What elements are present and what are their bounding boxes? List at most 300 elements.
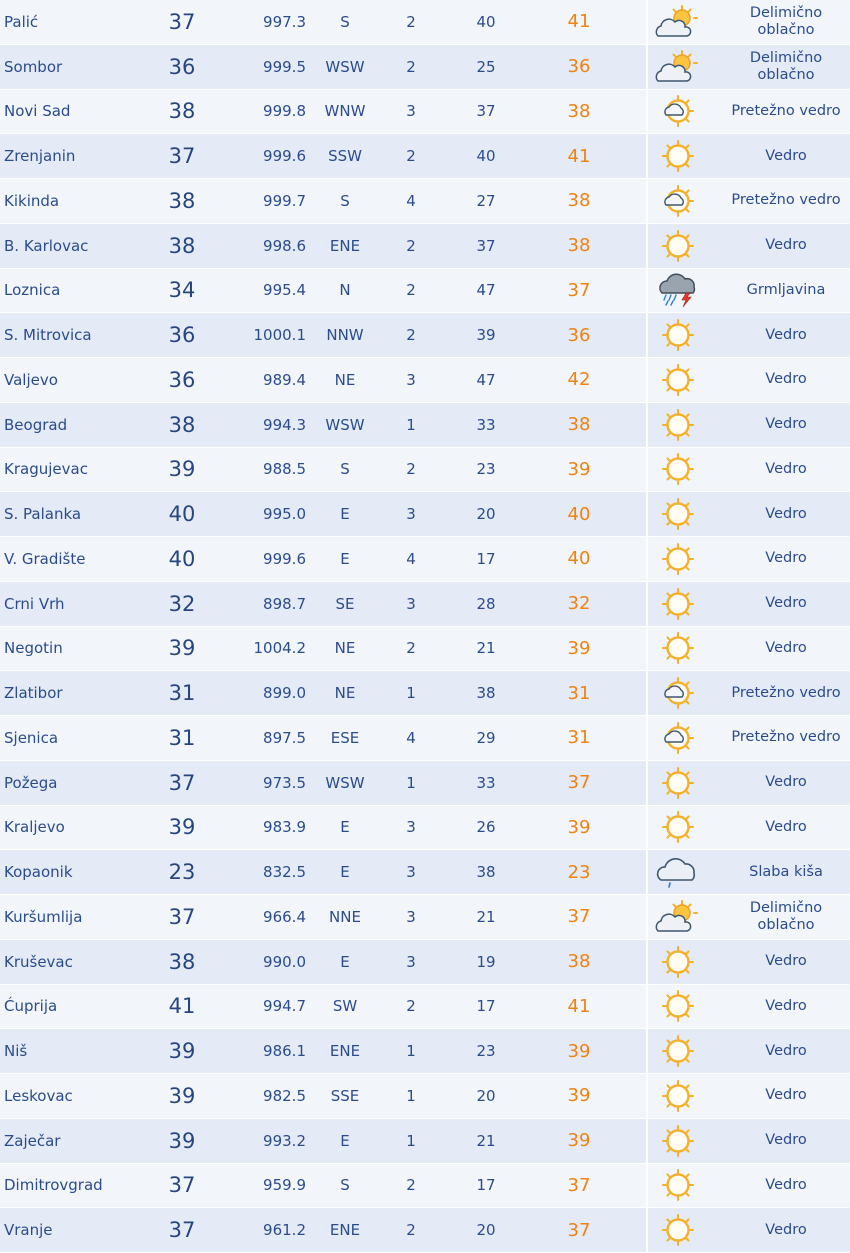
sun-icon <box>646 1208 710 1252</box>
feels-like-cell: 40 <box>567 503 591 525</box>
sun-icon <box>646 448 710 492</box>
feels-like-cell: 40 <box>567 548 591 570</box>
description-text: Vedro <box>765 1087 807 1104</box>
city-cell: Negotin <box>4 639 63 658</box>
sun-icon <box>646 1164 710 1208</box>
sun-icon <box>646 1119 710 1163</box>
city-cell: Novi Sad <box>4 102 71 121</box>
description-cell <box>722 1074 850 1118</box>
description-cell <box>722 179 850 223</box>
description-text: Slaba kiša <box>749 863 823 880</box>
wind-speed-cell: 2 <box>406 639 416 658</box>
pressure-cell: 832.5 <box>263 863 306 882</box>
humidity-cell: 47 <box>476 281 496 300</box>
humidity-cell: 39 <box>476 326 496 345</box>
feels-like-cell: 41 <box>567 995 591 1017</box>
temperature-cell: 37 <box>168 1173 196 1198</box>
description-cell <box>722 0 850 44</box>
wind-direction-cell: NNE <box>329 907 361 926</box>
temperature-cell: 36 <box>168 54 196 79</box>
wind-speed-cell: 3 <box>406 952 416 971</box>
table-row <box>0 1029 850 1074</box>
feels-like-cell: 37 <box>567 1174 591 1196</box>
humidity-cell: 17 <box>476 997 496 1016</box>
description-text: Vedro <box>765 416 807 433</box>
wind-direction-cell: NE <box>334 684 356 703</box>
description-cell <box>722 269 850 313</box>
wind-direction-cell: E <box>340 1131 350 1150</box>
feels-like-cell: 41 <box>567 145 591 167</box>
sun-icon <box>646 761 710 805</box>
city-cell: Sombor <box>4 57 63 76</box>
wind-speed-cell: 1 <box>406 1086 416 1105</box>
table-row <box>0 492 850 537</box>
table-row <box>0 985 850 1030</box>
pressure-cell: 999.8 <box>263 102 306 121</box>
temperature-cell: 23 <box>168 860 196 885</box>
temperature-cell: 39 <box>168 1039 196 1064</box>
wind-speed-cell: 3 <box>406 370 416 389</box>
humidity-cell: 47 <box>476 370 496 389</box>
temperature-cell: 41 <box>168 994 196 1019</box>
city-cell: Kruševac <box>4 952 73 971</box>
temperature-cell: 38 <box>168 99 196 124</box>
description-cell <box>722 492 850 536</box>
table-row <box>0 537 850 582</box>
feels-like-cell: 37 <box>567 1219 591 1241</box>
temperature-cell: 38 <box>168 188 196 213</box>
city-cell: S. Mitrovica <box>4 326 92 345</box>
feels-like-cell: 39 <box>567 1040 591 1062</box>
table-row <box>0 90 850 135</box>
pressure-cell: 1004.2 <box>253 639 306 658</box>
wind-direction-cell: S <box>340 191 350 210</box>
pressure-cell: 999.6 <box>263 549 306 568</box>
temperature-cell: 39 <box>168 815 196 840</box>
table-row <box>0 313 850 358</box>
wind-speed-cell: 2 <box>406 147 416 166</box>
sun-icon <box>646 358 710 402</box>
wind-direction-cell: S <box>340 460 350 479</box>
description-cell <box>722 985 850 1029</box>
description-cell <box>722 403 850 447</box>
wind-direction-cell: WSW <box>325 415 365 434</box>
humidity-cell: 20 <box>476 505 496 524</box>
wind-direction-cell: SE <box>335 594 355 613</box>
table-row <box>0 1119 850 1164</box>
feels-like-cell: 38 <box>567 951 591 973</box>
description-cell <box>722 895 850 939</box>
pressure-cell: 983.9 <box>263 818 306 837</box>
pressure-cell: 999.6 <box>263 147 306 166</box>
thunderstorm-icon <box>646 269 710 313</box>
city-cell: Zaječar <box>4 1131 61 1150</box>
wind-speed-cell: 3 <box>406 102 416 121</box>
humidity-cell: 37 <box>476 102 496 121</box>
wind-direction-cell: WSW <box>325 773 365 792</box>
description-cell <box>722 448 850 492</box>
table-row <box>0 1164 850 1209</box>
temperature-cell: 40 <box>168 502 196 527</box>
feels-like-cell: 32 <box>567 593 591 615</box>
humidity-cell: 37 <box>476 236 496 255</box>
description-text: Vedro <box>765 460 807 477</box>
temperature-cell: 37 <box>168 9 196 34</box>
city-cell: Kikinda <box>4 191 60 210</box>
humidity-cell: 23 <box>476 1042 496 1061</box>
partly-cloudy-icon <box>646 895 710 939</box>
description-text: Vedro <box>765 774 807 791</box>
wind-speed-cell: 3 <box>406 505 416 524</box>
pressure-cell: 998.6 <box>263 236 306 255</box>
partly-cloudy-icon <box>646 45 710 89</box>
humidity-cell: 27 <box>476 191 496 210</box>
description-text: Vedro <box>765 237 807 254</box>
wind-direction-cell: NE <box>334 639 356 658</box>
description-text: Delimično oblačno <box>749 49 823 83</box>
wind-direction-cell: SSW <box>328 147 362 166</box>
feels-like-cell: 36 <box>567 56 591 78</box>
wind-speed-cell: 3 <box>406 863 416 882</box>
wind-speed-cell: 1 <box>406 684 416 703</box>
table-row <box>0 45 850 90</box>
humidity-cell: 21 <box>476 639 496 658</box>
description-text: Vedro <box>765 550 807 567</box>
humidity-cell: 38 <box>476 863 496 882</box>
temperature-cell: 39 <box>168 636 196 661</box>
pressure-cell: 994.3 <box>263 415 306 434</box>
table-row <box>0 895 850 940</box>
table-row <box>0 403 850 448</box>
temperature-cell: 34 <box>168 278 196 303</box>
wind-speed-cell: 3 <box>406 818 416 837</box>
description-cell <box>722 850 850 894</box>
description-cell <box>722 716 850 760</box>
description-cell <box>722 761 850 805</box>
feels-like-cell: 36 <box>567 324 591 346</box>
temperature-cell: 38 <box>168 949 196 974</box>
pressure-cell: 993.2 <box>263 1131 306 1150</box>
table-row <box>0 0 850 45</box>
table-row <box>0 1074 850 1119</box>
feels-like-cell: 39 <box>567 1130 591 1152</box>
wind-speed-cell: 2 <box>406 236 416 255</box>
pressure-cell: 986.1 <box>263 1042 306 1061</box>
humidity-cell: 21 <box>476 1131 496 1150</box>
humidity-cell: 17 <box>476 1176 496 1195</box>
city-cell: Dimitrovgrad <box>4 1176 103 1195</box>
table-row <box>0 940 850 985</box>
description-cell <box>722 1029 850 1073</box>
humidity-cell: 40 <box>476 147 496 166</box>
humidity-cell: 21 <box>476 907 496 926</box>
humidity-cell: 40 <box>476 12 496 31</box>
wind-speed-cell: 2 <box>406 281 416 300</box>
feels-like-cell: 37 <box>567 279 591 301</box>
description-cell <box>722 358 850 402</box>
sun-icon <box>646 582 710 626</box>
city-cell: Loznica <box>4 281 61 300</box>
table-row <box>0 1208 850 1253</box>
feels-like-cell: 42 <box>567 369 591 391</box>
city-cell: Beograd <box>4 415 68 434</box>
sun-icon <box>646 403 710 447</box>
temperature-cell: 37 <box>168 1218 196 1243</box>
description-text: Vedro <box>765 371 807 388</box>
table-row <box>0 627 850 672</box>
wind-direction-cell: S <box>340 12 350 31</box>
city-cell: Leskovac <box>4 1086 73 1105</box>
city-cell: Sjenica <box>4 728 59 747</box>
humidity-cell: 23 <box>476 460 496 479</box>
temperature-cell: 38 <box>168 233 196 258</box>
feels-like-cell: 39 <box>567 458 591 480</box>
humidity-cell: 19 <box>476 952 496 971</box>
feels-like-cell: 31 <box>567 727 591 749</box>
temperature-cell: 39 <box>168 1128 196 1153</box>
description-text: Vedro <box>765 1176 807 1193</box>
wind-speed-cell: 2 <box>406 1221 416 1240</box>
description-cell <box>722 1164 850 1208</box>
pressure-cell: 990.0 <box>263 952 306 971</box>
feels-like-cell: 38 <box>567 100 591 122</box>
wind-direction-cell: NE <box>334 370 356 389</box>
city-cell: Niš <box>4 1042 28 1061</box>
wind-speed-cell: 2 <box>406 12 416 31</box>
pressure-cell: 973.5 <box>263 773 306 792</box>
pressure-cell: 966.4 <box>263 907 306 926</box>
temperature-cell: 37 <box>168 770 196 795</box>
wind-direction-cell: E <box>340 505 350 524</box>
sun-icon <box>646 985 710 1029</box>
wind-speed-cell: 1 <box>406 415 416 434</box>
description-text: Vedro <box>765 595 807 612</box>
feels-like-cell: 37 <box>567 772 591 794</box>
feels-like-cell: 38 <box>567 190 591 212</box>
description-text: Vedro <box>765 639 807 656</box>
wind-direction-cell: N <box>339 281 351 300</box>
feels-like-cell: 39 <box>567 1085 591 1107</box>
description-text: Delimično oblačno <box>749 4 823 38</box>
humidity-cell: 28 <box>476 594 496 613</box>
wind-speed-cell: 4 <box>406 728 416 747</box>
table-row <box>0 358 850 403</box>
description-text: Pretežno vedro <box>731 729 841 746</box>
description-text: Delimično oblačno <box>749 899 823 933</box>
description-cell <box>722 671 850 715</box>
temperature-cell: 31 <box>168 681 196 706</box>
wind-direction-cell: E <box>340 863 350 882</box>
temperature-cell: 32 <box>168 591 196 616</box>
sun-icon <box>646 1029 710 1073</box>
pressure-cell: 995.4 <box>263 281 306 300</box>
pressure-cell: 994.7 <box>263 997 306 1016</box>
sun-icon <box>646 313 710 357</box>
wind-direction-cell: E <box>340 549 350 568</box>
feels-like-cell: 38 <box>567 235 591 257</box>
feels-like-cell: 23 <box>567 861 591 883</box>
wind-direction-cell: ENE <box>329 236 361 255</box>
sun-icon <box>646 940 710 984</box>
wind-direction-cell: S <box>340 1176 350 1195</box>
temperature-cell: 39 <box>168 457 196 482</box>
city-cell: Valjevo <box>4 370 58 389</box>
city-cell: Zlatibor <box>4 684 63 703</box>
light-rain-icon <box>646 850 710 894</box>
table-row <box>0 134 850 179</box>
mostly-clear-icon <box>646 671 710 715</box>
description-cell <box>722 224 850 268</box>
pressure-cell: 982.5 <box>263 1086 306 1105</box>
table-row <box>0 179 850 224</box>
description-cell <box>722 627 850 671</box>
humidity-cell: 20 <box>476 1086 496 1105</box>
table-row <box>0 806 850 851</box>
description-text: Grmljavina <box>746 281 826 298</box>
feels-like-cell: 41 <box>567 11 591 33</box>
wind-speed-cell: 2 <box>406 326 416 345</box>
sun-icon <box>646 492 710 536</box>
description-text: Pretežno vedro <box>731 192 841 209</box>
description-cell <box>722 1208 850 1252</box>
description-cell <box>722 1119 850 1163</box>
description-text: Vedro <box>765 326 807 343</box>
humidity-cell: 38 <box>476 684 496 703</box>
humidity-cell: 26 <box>476 818 496 837</box>
humidity-cell: 33 <box>476 415 496 434</box>
humidity-cell: 29 <box>476 728 496 747</box>
wind-speed-cell: 3 <box>406 907 416 926</box>
humidity-cell: 17 <box>476 549 496 568</box>
wind-speed-cell: 4 <box>406 191 416 210</box>
wind-direction-cell: E <box>340 952 350 971</box>
table-row <box>0 716 850 761</box>
description-cell <box>722 90 850 134</box>
feels-like-cell: 38 <box>567 414 591 436</box>
temperature-cell: 31 <box>168 725 196 750</box>
mostly-clear-icon <box>646 90 710 134</box>
description-cell <box>722 313 850 357</box>
city-cell: V. Gradište <box>4 549 86 568</box>
wind-direction-cell: SW <box>332 997 358 1016</box>
feels-like-cell: 39 <box>567 816 591 838</box>
feels-like-cell: 37 <box>567 906 591 928</box>
wind-direction-cell: ENE <box>329 1221 361 1240</box>
description-text: Pretežno vedro <box>731 684 841 701</box>
pressure-cell: 989.4 <box>263 370 306 389</box>
temperature-cell: 38 <box>168 412 196 437</box>
sun-icon <box>646 224 710 268</box>
temperature-cell: 36 <box>168 367 196 392</box>
description-cell <box>722 940 850 984</box>
description-cell <box>722 537 850 581</box>
wind-direction-cell: SSE <box>330 1086 360 1105</box>
sun-icon <box>646 806 710 850</box>
feels-like-cell: 31 <box>567 682 591 704</box>
pressure-cell: 897.5 <box>263 728 306 747</box>
wind-speed-cell: 2 <box>406 460 416 479</box>
sun-icon <box>646 537 710 581</box>
description-text: Vedro <box>765 1221 807 1238</box>
description-cell <box>722 806 850 850</box>
pressure-cell: 997.3 <box>263 12 306 31</box>
table-row <box>0 224 850 269</box>
city-cell: Kuršumlija <box>4 907 83 926</box>
description-text: Vedro <box>765 147 807 164</box>
description-cell <box>722 582 850 626</box>
wind-speed-cell: 4 <box>406 549 416 568</box>
table-row <box>0 448 850 493</box>
pressure-cell: 995.0 <box>263 505 306 524</box>
sun-icon <box>646 134 710 178</box>
city-cell: Kragujevac <box>4 460 88 479</box>
description-text: Vedro <box>765 505 807 522</box>
description-text: Vedro <box>765 818 807 835</box>
wind-direction-cell: ESE <box>330 728 360 747</box>
sun-icon <box>646 627 710 671</box>
wind-speed-cell: 2 <box>406 997 416 1016</box>
wind-direction-cell: WNW <box>324 102 366 121</box>
table-row <box>0 269 850 314</box>
description-cell <box>722 45 850 89</box>
wind-speed-cell: 1 <box>406 773 416 792</box>
temperature-cell: 37 <box>168 904 196 929</box>
pressure-cell: 999.7 <box>263 191 306 210</box>
wind-direction-cell: NNW <box>326 326 364 345</box>
city-cell: Palić <box>4 12 39 31</box>
partly-cloudy-icon <box>646 0 710 44</box>
city-cell: S. Palanka <box>4 505 82 524</box>
temperature-cell: 40 <box>168 546 196 571</box>
wind-speed-cell: 1 <box>406 1042 416 1061</box>
temperature-cell: 37 <box>168 144 196 169</box>
table-row <box>0 761 850 806</box>
wind-speed-cell: 2 <box>406 57 416 76</box>
table-row <box>0 582 850 627</box>
pressure-cell: 988.5 <box>263 460 306 479</box>
city-cell: Kraljevo <box>4 818 65 837</box>
description-text: Pretežno vedro <box>731 102 841 119</box>
table-row <box>0 850 850 895</box>
wind-direction-cell: WSW <box>325 57 365 76</box>
description-text: Vedro <box>765 997 807 1014</box>
temperature-cell: 39 <box>168 1083 196 1108</box>
pressure-cell: 899.0 <box>263 684 306 703</box>
pressure-cell: 961.2 <box>263 1221 306 1240</box>
city-cell: Požega <box>4 773 58 792</box>
pressure-cell: 999.5 <box>263 57 306 76</box>
mostly-clear-icon <box>646 179 710 223</box>
pressure-cell: 898.7 <box>263 594 306 613</box>
city-cell: Vranje <box>4 1221 53 1240</box>
sun-icon <box>646 1074 710 1118</box>
description-text: Vedro <box>765 953 807 970</box>
table-row <box>0 671 850 716</box>
city-cell: B. Karlovac <box>4 236 89 255</box>
pressure-cell: 959.9 <box>263 1176 306 1195</box>
description-text: Vedro <box>765 1042 807 1059</box>
mostly-clear-icon <box>646 716 710 760</box>
city-cell: Ćuprija <box>4 997 58 1016</box>
description-cell <box>722 134 850 178</box>
pressure-cell: 1000.1 <box>253 326 306 345</box>
humidity-cell: 25 <box>476 57 496 76</box>
feels-like-cell: 39 <box>567 637 591 659</box>
temperature-cell: 36 <box>168 323 196 348</box>
city-cell: Kopaonik <box>4 863 73 882</box>
wind-direction-cell: E <box>340 818 350 837</box>
humidity-cell: 33 <box>476 773 496 792</box>
